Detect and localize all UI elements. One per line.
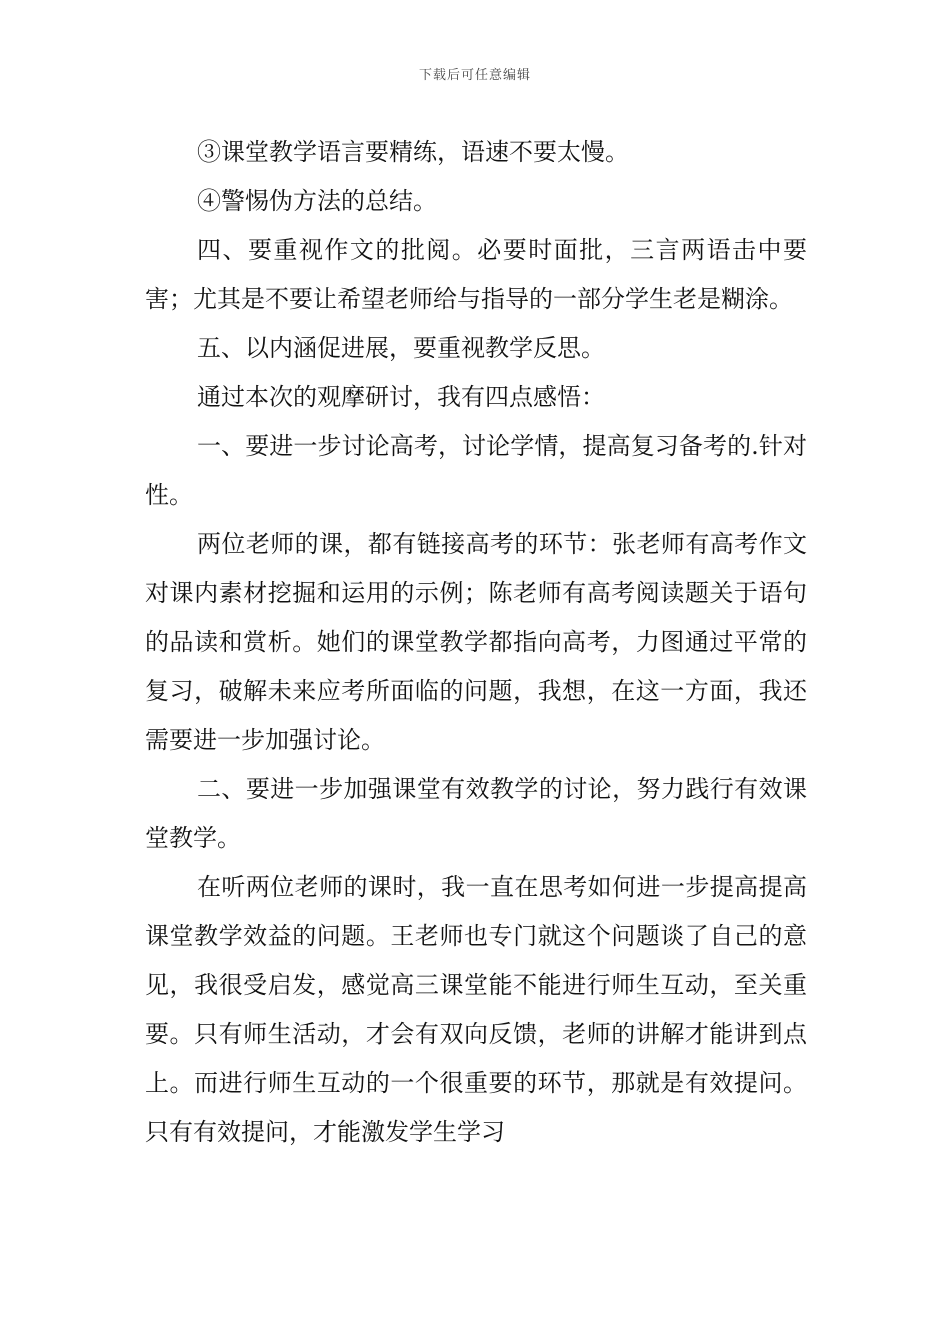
paragraph-8: 二、要进一步加强课堂有效教学的讨论，努力践行有效课堂教学。 (145, 775, 807, 852)
paragraph-6: 一、要进一步讨论高考，讨论学情，提高复习备考的.针对性。 (145, 432, 807, 509)
paragraph-9: 在听两位老师的课时，我一直在思考如何进一步提高提高课堂教学效益的问题。王老师也专门就这个问题谈了自己的意见，我很受启发，感觉高三课堂能不能进行师生互动，至关重要。只有师生活动，才会有双向反馈，老师的讲解才能讲到点上。而进行师生互动的一个很重要的环节，那就是有效提问。只有有效提问，才能激发学生学习 (145, 873, 807, 1146)
document-body (145, 128, 807, 1157)
paragraph-2: ④警惕伪方法的总结。 (197, 187, 437, 215)
paragraph-4: 五、以内涵促进展，要重视教学反思。 (197, 334, 605, 362)
paragraph-7: 两位老师的课，都有链接高考的环节：张老师有高考作文对课内素材挖掘和运用的示例；陈老师有高考阅读题关于语句的品读和赏析。她们的课堂教学都指向高考，力图通过平常的复习，破解未来应考所面临的问题，我想，在这一方面，我还需要进一步加强讨论。 (145, 530, 807, 754)
paragraph-1: ③课堂教学语言要精练，语速不要太慢。 (197, 138, 629, 166)
page-header: 下载后可任意编辑 (418, 68, 531, 83)
paragraph-3: 四、要重视作文的批阅。必要时面批，三言两语击中要害；尤其是不要让希望老师给与指导的一部分学生老是糊涂。 (145, 236, 807, 313)
paragraph-5: 通过本次的观摩研讨，我有四点感悟： (197, 383, 605, 411)
